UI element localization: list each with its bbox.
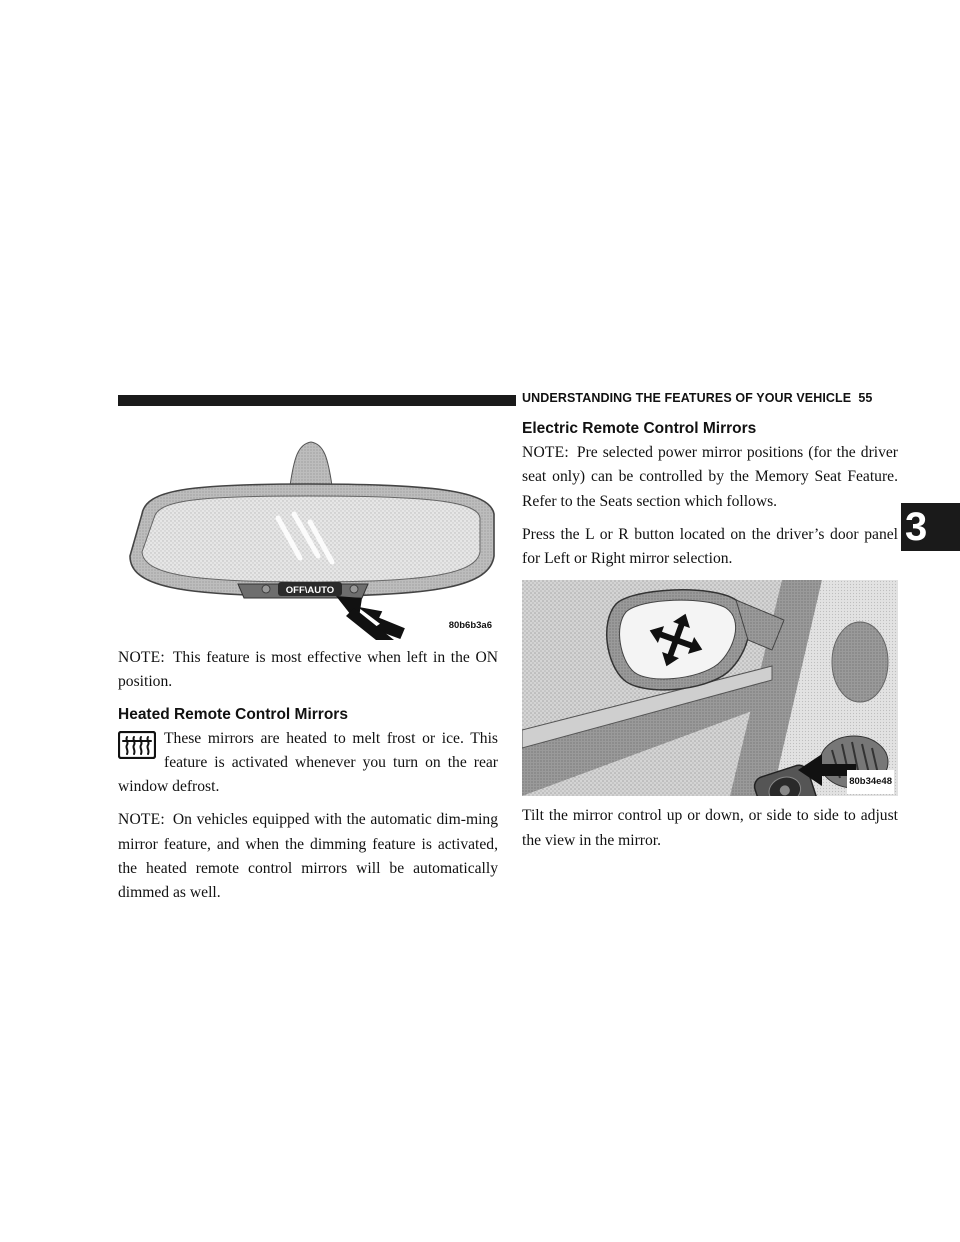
running-header [522,391,900,405]
door-mirror-illustration [522,580,898,796]
note-most-effective [118,646,498,695]
mirror-button-label: OFF\AUTO [285,585,335,596]
note-label: NOTE: [118,811,165,829]
right-column [522,418,898,862]
rearview-mirror-figure [118,428,498,640]
figure-code: 80b34e48 [847,770,894,794]
tilt-mirror-paragraph: Tilt the mirror control up or down, or side to side to adjust the view in the mirror. [522,807,898,849]
header-title: UNDERSTANDING THE FEATURES OF YOUR VEHICLE [522,391,852,405]
chapter-tab: 3 [901,503,960,551]
note-memory-seat [522,441,898,514]
mirror-selection-paragraph: Press the L or R button located on the driver’s door panel for Left or Right mirror selection. [522,525,898,568]
note-text: On vehicles equipped with the automatic dim-ming mirror feature, and when the dimming feature is activated, the heated remote control mirrors will be automatically dimmed as well. [118,811,498,902]
note-text: Pre selected power mirror positions (for the driver seat only) can be controlled by the Memory Seat Feature. Refer to the Seats section which follows. [522,444,898,510]
note-text: This feature is most effective when left in the ON position. [118,649,498,691]
header-rule [118,395,516,406]
note-label: NOTE: [522,444,569,461]
page-number: 55 [858,391,873,405]
heated-mirrors-text: These mirrors are heated to melt frost or ice. This feature is activated whenever you turn on the rear window defrost. [118,729,498,796]
heading-heated-mirrors: Heated Remote Control Mirrors [118,705,348,723]
door-mirror-figure [522,580,898,796]
heading-electric-mirrors: Electric Remote Control Mirrors [522,420,757,437]
figure-code: 80b6b3a6 [447,614,494,638]
note-dimming [118,808,498,905]
left-column [118,428,498,915]
note-label: NOTE: [118,649,165,666]
rearview-mirror-illustration [118,428,498,640]
heated-mirrors-paragraph [118,727,498,800]
rear-defrost-icon [118,731,156,759]
